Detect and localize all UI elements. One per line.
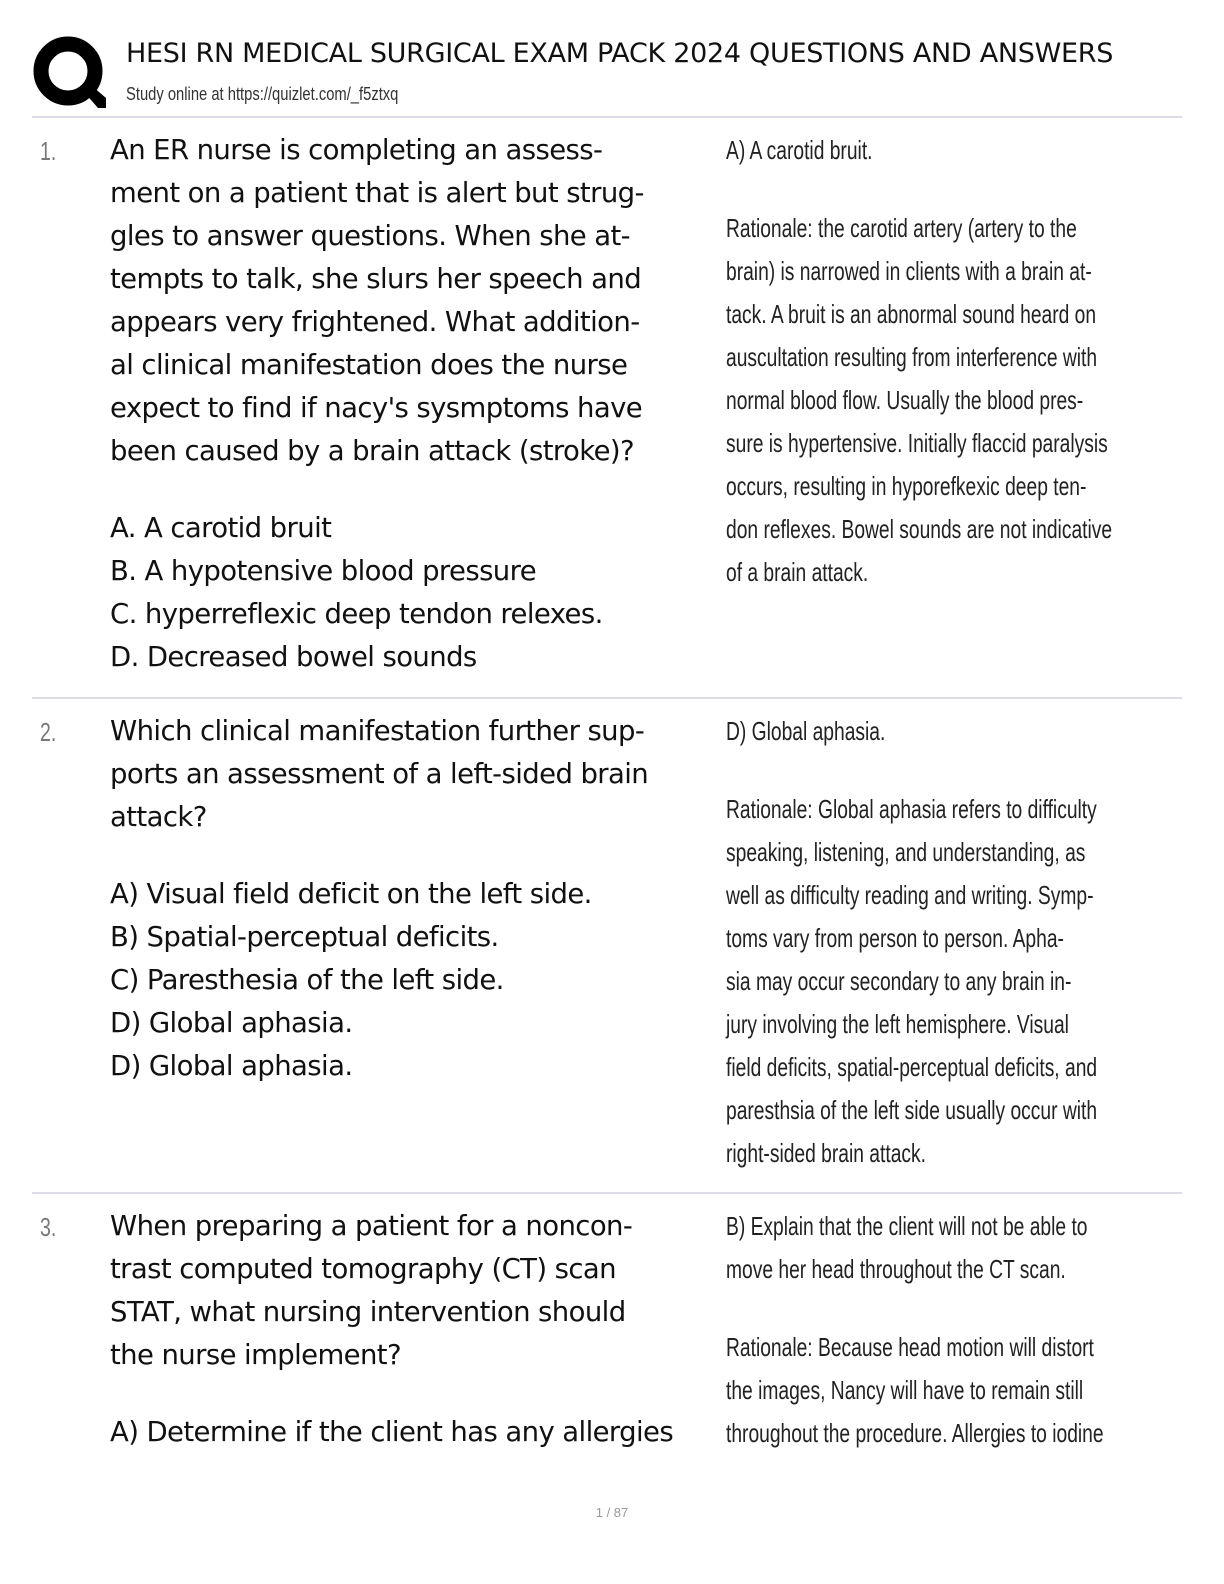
question-line: gles to answer questions. When she at- <box>110 220 631 252</box>
rationale-line: sia may occur secondary to any brain in- <box>726 966 1072 996</box>
answer-option: B) Spatial-perceptual deficits. <box>110 921 499 953</box>
study-online-link[interactable]: Study online at https://quizlet.com/_f5ztxq <box>126 84 399 104</box>
rationale-line: occurs, resulting in hyporefkexic deep ten- <box>726 471 1087 501</box>
question-number: 1. <box>40 136 57 166</box>
document-header <box>0 0 1224 118</box>
page-number: 1 / 87 <box>595 1505 629 1520</box>
question-line: al clinical manifestation does the nurse <box>110 349 628 381</box>
spacer <box>110 839 720 873</box>
rationale-line: Rationale: Because head motion will distort <box>726 1332 1094 1362</box>
question-line: the nurse implement? <box>110 1339 401 1371</box>
spacer <box>726 753 1074 788</box>
rationale-line: jury involving the left hemisphere. Visual <box>726 1009 1069 1039</box>
rationale-line: speaking, listening, and understanding, as <box>726 837 1086 867</box>
question-line: tempts to talk, she slurs her speech and <box>110 263 642 295</box>
rationale-line: normal blood flow. Usually the blood pres- <box>726 385 1084 415</box>
spacer <box>110 1377 720 1411</box>
answer-panel <box>726 129 1196 594</box>
correct-answer: move her head throughout the CT scan. <box>726 1254 1066 1284</box>
rationale-line: Rationale: Global aphasia refers to difficulty <box>726 794 1097 824</box>
answer-option: C. hyperreflexic deep tendon relexes. <box>110 598 603 630</box>
answer-option: C) Paresthesia of the left side. <box>110 964 504 996</box>
answer-option: D) Global aphasia. <box>110 1050 353 1082</box>
question-line: attack? <box>110 801 207 833</box>
correct-answer: D) Global aphasia. <box>726 716 886 746</box>
answer-panel <box>726 710 1196 1175</box>
correct-answer: A) A carotid bruit. <box>726 135 873 165</box>
spacer <box>110 473 720 507</box>
question-divider <box>32 1192 1182 1194</box>
spacer <box>726 1291 1074 1326</box>
question-text <box>110 129 720 679</box>
question-line: expect to find if nacy's sysmptoms have <box>110 392 643 424</box>
correct-answer: B) Explain that the client will not be able to <box>726 1211 1088 1241</box>
rationale-line: the images, Nancy will have to remain still <box>726 1375 1084 1405</box>
question-line: Which clinical manifestation further sup- <box>110 715 645 747</box>
answer-option: D) Global aphasia. <box>110 1007 353 1039</box>
answer-option: A) Visual field deficit on the left side. <box>110 878 592 910</box>
question-divider <box>32 697 1182 699</box>
question-line: been caused by a brain attack (stroke)? <box>110 435 635 467</box>
rationale-line: of a brain attack. <box>726 557 869 587</box>
header-divider <box>32 116 1182 118</box>
answer-panel <box>726 1205 1196 1455</box>
rationale-line: don reflexes. Bowel sounds are not indicative <box>726 514 1113 544</box>
answer-option: D. Decreased bowel sounds <box>110 641 477 673</box>
question-text <box>110 1205 720 1454</box>
rationale-line: throughout the procedure. Allergies to iodine <box>726 1418 1104 1448</box>
question-line: ment on a patient that is alert but strug- <box>110 177 644 209</box>
question-number: 2. <box>40 717 57 747</box>
question-line: trast computed tomography (CT) scan <box>110 1253 616 1285</box>
question-number: 3. <box>40 1212 57 1242</box>
rationale-line: right-sided brain attack. <box>726 1138 926 1168</box>
rationale-line: Rationale: the carotid artery (artery to the <box>726 213 1077 243</box>
quizlet-logo-icon <box>32 34 106 112</box>
document-title: HESI RN MEDICAL SURGICAL EXAM PACK 2024 QUESTIONS AND ANSWERS <box>126 38 1114 69</box>
rationale-line: well as difficulty reading and writing. Symp- <box>726 880 1094 910</box>
spacer <box>726 172 1074 207</box>
question-line: An ER nurse is completing an assess- <box>110 134 603 166</box>
question-line: When preparing a patient for a noncon- <box>110 1210 633 1242</box>
rationale-line: sure is hypertensive. Initially flaccid paralysis <box>726 428 1108 458</box>
answer-option: A) Determine if the client has any allergies <box>110 1416 674 1448</box>
answer-option: A. A carotid bruit <box>110 512 332 544</box>
question-line: ports an assessment of a left-sided brain <box>110 758 649 790</box>
answer-option: B. A hypotensive blood pressure <box>110 555 537 587</box>
question-text <box>110 710 720 1088</box>
rationale-line: paresthsia of the left side usually occur with <box>726 1095 1098 1125</box>
rationale-line: tack. A bruit is an abnormal sound heard on <box>726 299 1097 329</box>
rationale-line: brain) is narrowed in clients with a brain at- <box>726 256 1092 286</box>
rationale-line: toms vary from person to person. Apha- <box>726 923 1064 953</box>
rationale-line: auscultation resulting from interference with <box>726 342 1098 372</box>
question-line: appears very frightened. What addition- <box>110 306 640 338</box>
question-line: STAT, what nursing intervention should <box>110 1296 626 1328</box>
rationale-line: field deficits, spatial-perceptual deficits, and <box>726 1052 1098 1082</box>
